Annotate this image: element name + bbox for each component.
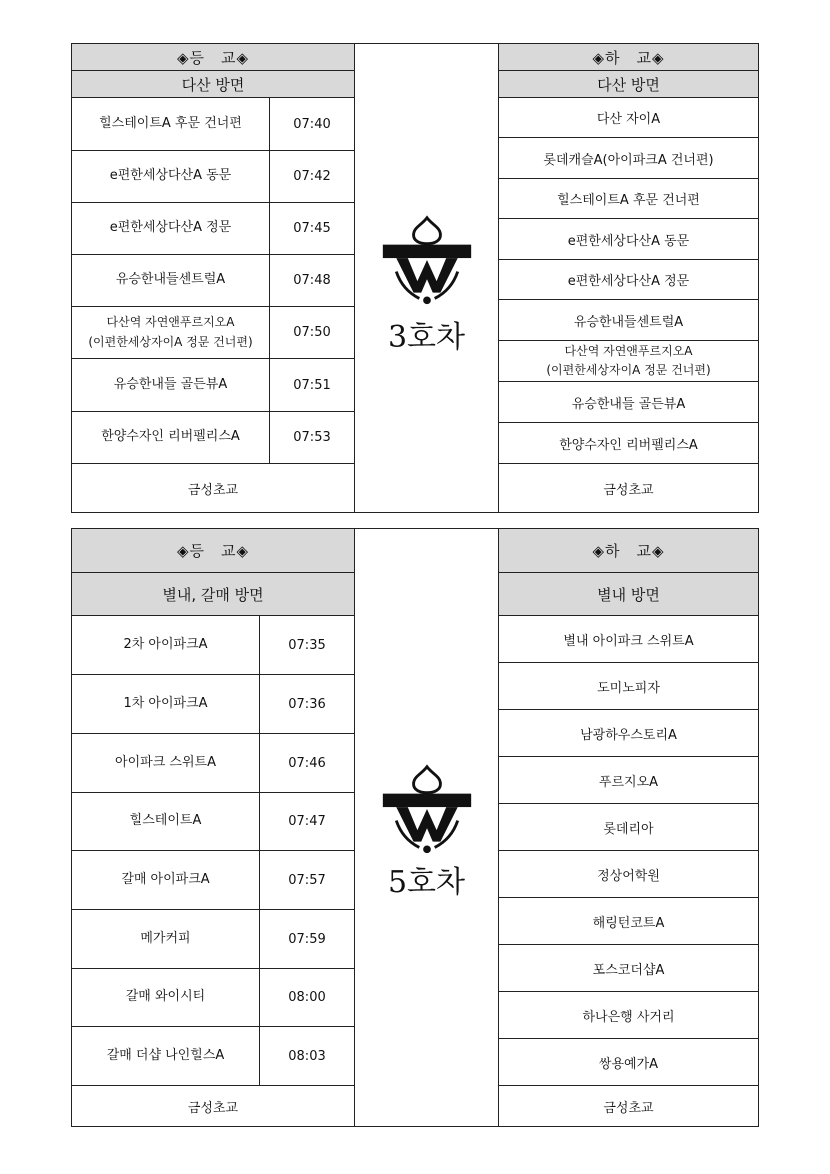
stop-name: 유승한내들 골든뷰A: [72, 359, 270, 411]
stop-time: 08:03: [288, 1048, 326, 1064]
stop-name: 아이파크 스위트A: [72, 734, 260, 792]
table-row: [72, 910, 354, 969]
list-item: 포스코더샵A: [499, 945, 758, 992]
table-row: [72, 793, 354, 851]
bus-5-arrival-destination: 금성초교: [187, 1100, 239, 1116]
list-item: 푸르지오A: [499, 757, 758, 804]
bus-5-departure-column: [498, 529, 758, 1126]
bus-3-departure-direction: 다산 방면: [499, 71, 758, 98]
list-item: 남광하우스토리A: [499, 710, 758, 757]
stop-time: 07:48: [293, 273, 331, 288]
table-row: [72, 616, 354, 675]
table-row: [72, 734, 354, 793]
stop-time: 07:50: [293, 325, 331, 340]
stop-time: 07:45: [293, 221, 331, 236]
bus-3-arrival-direction: 다산 방면: [72, 71, 354, 98]
stop-time: 07:53: [293, 430, 331, 445]
list-item: 쌍용예가A: [499, 1039, 758, 1086]
table-row: [72, 203, 354, 255]
stop-name: 2차 아이파크A: [72, 616, 260, 674]
stop-time: 07:46: [288, 755, 326, 771]
table-row: [72, 675, 354, 734]
bus-5-departure-header: ◈하 교◈: [499, 529, 758, 573]
stop-time: 07:47: [288, 814, 326, 829]
stop-name-line1: 다산역 자연앤푸르지오A: [106, 315, 235, 330]
bus-3-departure-column: [498, 44, 758, 512]
bus-5-departure-direction: 별내 방면: [499, 573, 758, 616]
stop-time: 07:36: [288, 696, 326, 712]
list-item: 다산 자이A: [499, 98, 758, 138]
table-row: [72, 151, 354, 203]
table-row: [72, 969, 354, 1027]
stop-name-line2: (이편한세상자이A 정문 건너편): [88, 334, 253, 349]
school-emblem-icon: [379, 212, 475, 308]
stop-time: 07:35: [288, 637, 326, 653]
table-row: [72, 359, 354, 412]
stop-name: e편한세상다산A 정문: [72, 203, 270, 254]
list-item: 하나은행 사거리: [499, 992, 758, 1039]
table-row: [72, 307, 354, 359]
stop-name: 갈매 와이시티: [72, 969, 260, 1026]
bus-5-arrival-column: [72, 529, 355, 1126]
bus-5-label-column: [355, 529, 498, 1126]
table-row: [72, 851, 354, 910]
stop-name: 힐스테이트A 후문 건너편: [72, 98, 270, 150]
stop-name: 한양수자인 리버펠리스A: [72, 412, 270, 463]
stop-name: 힐스테이트A: [72, 793, 260, 850]
table-row: [72, 1027, 354, 1086]
stop-time: 08:00: [288, 990, 326, 1005]
bus-5-arrival-direction: 별내, 갈매 방면: [72, 573, 354, 616]
bus-3-departure-destination: 금성초교: [603, 482, 654, 498]
list-item: 별내 아이파크 스위트A: [499, 616, 758, 663]
table-row: [72, 412, 354, 464]
stop-time: 07:42: [293, 169, 331, 184]
bus-number-label: 5호차: [387, 865, 466, 900]
bus-number-label: 3호차: [387, 320, 466, 355]
bus-3-arrival-header: ◈등 교◈: [72, 44, 354, 71]
list-item: e편한세상다산A 정문: [499, 260, 758, 300]
table-row: [72, 98, 354, 151]
bus-5-arrival-header: ◈등 교◈: [72, 529, 354, 573]
bus-5-schedule-table: [71, 528, 759, 1127]
stop-name: 메가커피: [72, 910, 260, 968]
list-item: [499, 341, 758, 382]
list-item: 롯데리아: [499, 804, 758, 851]
bus-3-arrival-destination: 금성초교: [187, 482, 239, 498]
list-item: 해링턴코트A: [499, 898, 758, 945]
stop-time: 07:51: [293, 377, 331, 393]
bus-3-label-column: [355, 44, 498, 512]
stop-time: 07:59: [288, 931, 326, 947]
list-item: 유승한내들센트럴A: [499, 300, 758, 341]
bus-5-departure-destination: 금성초교: [603, 1100, 654, 1116]
stop-name: 갈매 더샵 나인힐스A: [72, 1027, 260, 1085]
school-emblem-icon: [379, 761, 475, 857]
stop-name: e편한세상다산A 동문: [72, 151, 270, 202]
stop-name: 갈매 아이파크A: [72, 851, 260, 909]
stop-name: 유승한내들센트럴A: [72, 255, 270, 306]
stop-name: 1차 아이파크A: [72, 675, 260, 733]
stop-name-line1: 다산역 자연앤푸르지오A: [564, 343, 693, 358]
bus-3-schedule-table: [71, 43, 759, 513]
list-item: 정상어학원: [499, 851, 758, 898]
table-row: [72, 255, 354, 307]
bus-3-arrival-column: [72, 44, 355, 512]
list-item: 롯데캐슬A(아이파크A 건너편): [499, 138, 758, 179]
stop-name: [72, 307, 270, 358]
stop-name-line2: (이편한세상자이A 정문 건너편): [546, 363, 711, 377]
list-item: e편한세상다산A 동문: [499, 219, 758, 260]
list-item: 한양수자인 리버펠리스A: [499, 423, 758, 464]
list-item: 도미노피자: [499, 663, 758, 710]
list-item: 유승한내들 골든뷰A: [499, 382, 758, 423]
stop-time: 07:40: [293, 116, 331, 132]
stop-time: 07:57: [288, 872, 326, 888]
bus-3-departure-header: ◈하 교◈: [499, 44, 758, 71]
list-item: 힐스테이트A 후문 건너편: [499, 179, 758, 219]
